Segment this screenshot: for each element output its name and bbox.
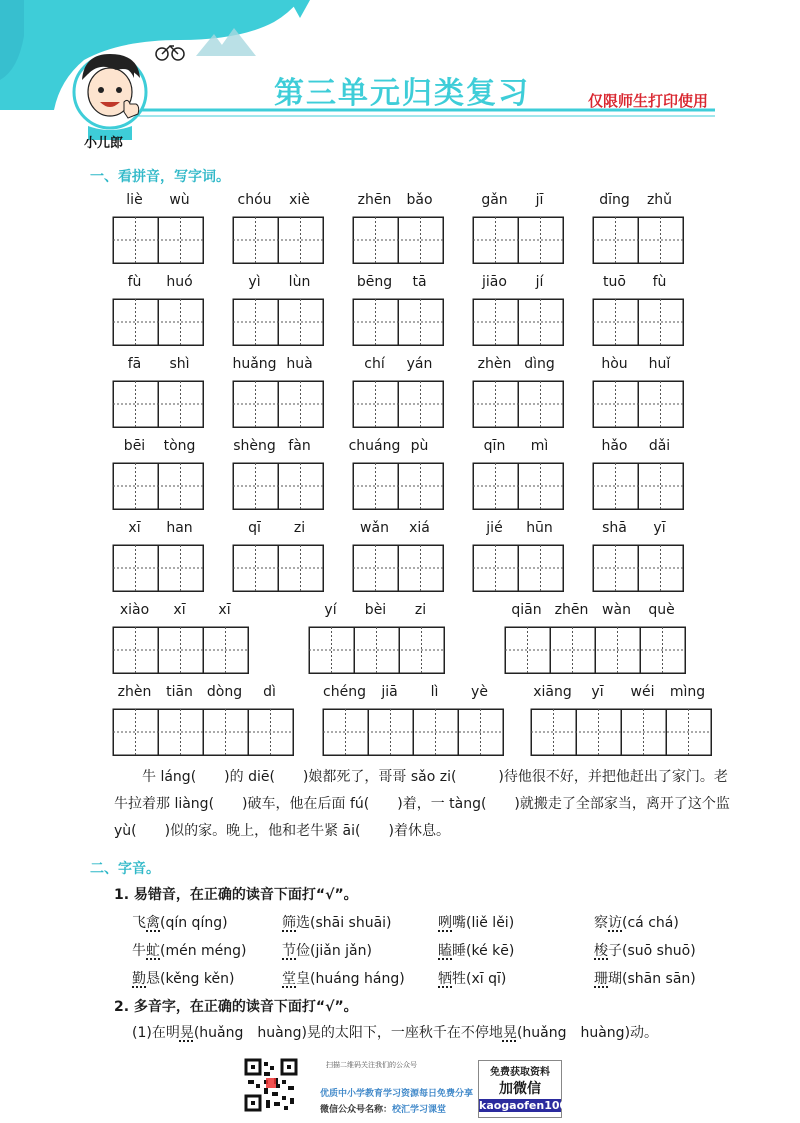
writing-grid[interactable] <box>232 216 324 264</box>
pinyin-blank-prompt: diē <box>248 769 270 785</box>
question1-title: 1. 易错音，在正确的读音下面打“√”。 <box>114 887 358 903</box>
pinyin-syllable: hǎo <box>601 438 628 454</box>
pinyin-syllable: xī <box>128 520 141 536</box>
writing-grid[interactable] <box>504 626 686 674</box>
pinyin-syllable: shèng <box>233 438 276 454</box>
pinyin-syllable: zi <box>293 520 306 536</box>
pinyin-syllable: shì <box>169 356 190 372</box>
marked-character: 咧 <box>438 915 452 931</box>
writing-grid[interactable] <box>232 544 324 592</box>
pinyin-syllable: lùn <box>288 274 311 290</box>
item-text: 恳 <box>146 971 160 987</box>
marked-character: 访 <box>608 915 622 931</box>
item-text: (kěng kěn) <box>160 971 235 987</box>
pinyin-syllable: hūn <box>526 520 553 536</box>
item-text: (ké kē) <box>466 943 515 959</box>
pinyin-syllable: chí <box>364 356 385 372</box>
question2-title: 2. 多音字，在正确的读音下面打“√”。 <box>114 999 358 1015</box>
item-text: 睡 <box>452 943 466 959</box>
pinyin-syllable: wù <box>169 192 190 208</box>
footer-scan-text: 扫描二维码关注我们的公众号 <box>326 1061 417 1069</box>
pinyin-syllable: mìng <box>669 684 706 700</box>
item-text: 牲 <box>452 971 466 987</box>
footer-account-name: 校汇学习课堂 <box>392 1105 447 1115</box>
writing-grid[interactable] <box>592 298 684 346</box>
item-text: (xī qī) <box>466 971 507 987</box>
pinyin-syllable: yì <box>248 274 261 290</box>
pinyin-syllable: chóu <box>237 192 272 208</box>
pronunciation-item[interactable] <box>438 940 514 960</box>
marked-character: 筛 <box>282 915 296 931</box>
writing-grid[interactable] <box>530 708 712 756</box>
writing-grid[interactable] <box>232 380 324 428</box>
pinyin-blank-prompt: fú <box>349 796 364 812</box>
pinyin-syllable: fā <box>127 356 142 372</box>
pinyin-syllable: dīng <box>599 192 630 208</box>
marked-character: 珊 <box>594 971 608 987</box>
pinyin-syllable: qī <box>248 520 261 536</box>
pinyin-syllable: mì <box>530 438 549 454</box>
marked-character: 节 <box>282 943 296 959</box>
pinyin-syllable: yán <box>406 356 433 372</box>
pinyin-syllable: yí <box>324 602 337 618</box>
pinyin-syllable: dìng <box>524 356 555 372</box>
pinyin-syllable: bǎo <box>406 192 433 208</box>
sentence-text: (1)在明 <box>132 1025 180 1041</box>
wechat-promo-box[interactable] <box>478 1060 568 1118</box>
section1-heading: 一、看拼音，写字词。 <box>90 169 230 185</box>
pronunciation-item[interactable] <box>282 968 405 988</box>
writing-grid[interactable] <box>592 544 684 592</box>
pinyin-syllable: jí <box>535 274 544 290</box>
pinyin-syllable: jiāo <box>482 274 507 290</box>
pinyin-syllable: huǐ <box>648 356 671 372</box>
mascot-boy-icon <box>74 54 146 140</box>
pronunciation-item[interactable] <box>282 912 392 932</box>
writing-grid[interactable] <box>352 380 444 428</box>
writing-grid[interactable] <box>308 626 445 674</box>
pinyin-syllable: zhèn <box>477 356 512 372</box>
pinyin-syllable: dǎi <box>648 438 671 454</box>
sentence-text: (huǎng huàng)晃的太阳下，一座秋千在不停地 <box>193 1025 503 1041</box>
pinyin-syllable: dòng <box>206 684 243 700</box>
sentence-text: (huǎng huàng)动。 <box>516 1025 659 1041</box>
item-text: 俭 <box>296 943 310 959</box>
pinyin-syllable: fù <box>127 274 142 290</box>
item-text: 牛 <box>132 943 146 959</box>
writing-grid[interactable] <box>352 544 444 592</box>
pinyin-syllable: huà <box>286 356 313 372</box>
pinyin-blank-prompt: liàng <box>174 796 209 812</box>
pinyin-syllable: chéng <box>323 684 366 700</box>
pinyin-syllable: xī <box>218 602 231 618</box>
pronunciation-item[interactable] <box>132 968 234 988</box>
pinyin-syllable: chuáng <box>348 438 401 454</box>
writing-grid[interactable] <box>472 462 564 510</box>
writing-grid[interactable] <box>112 708 294 756</box>
paragraph-text: ( )就搬走了全部家当，离开了这个监 <box>480 796 730 812</box>
item-text: 子 <box>608 943 622 959</box>
item-text: 瑚 <box>608 971 622 987</box>
paragraph-text: ( )的 <box>190 769 249 785</box>
polyphone-sentence <box>132 1022 658 1042</box>
pinyin-blank-prompt: sǎo zi <box>410 769 451 785</box>
pinyin-syllable: wǎn <box>360 520 389 536</box>
pinyin-syllable: zhǔ <box>646 192 673 208</box>
writing-grid[interactable] <box>112 216 204 264</box>
item-text: (huáng háng) <box>310 971 405 987</box>
pinyin-syllable: dì <box>263 684 276 700</box>
writing-grid[interactable] <box>232 462 324 510</box>
item-text: (shāi shuāi) <box>310 915 392 931</box>
paragraph-text: ( )着，一 <box>363 796 450 812</box>
writing-grid[interactable] <box>232 298 324 346</box>
pinyin-syllable: jī <box>535 192 544 208</box>
pronunciation-item[interactable] <box>594 940 696 960</box>
marked-character: 梭 <box>594 943 608 959</box>
pinyin-blank-prompt: tàng <box>449 796 481 812</box>
brand-label: 小儿郎 <box>84 136 124 151</box>
writing-grid[interactable] <box>472 216 564 264</box>
pinyin-syllable: huó <box>166 274 193 290</box>
paragraph-text: ( )着休息。 <box>355 823 450 839</box>
marked-character: 禽 <box>146 915 160 931</box>
writing-grid[interactable] <box>112 462 204 510</box>
pinyin-syllable: zhēn <box>357 192 392 208</box>
item-text: (jiǎn jǎn) <box>310 943 372 959</box>
pinyin-syllable: xī <box>173 602 186 618</box>
promo-line1: 免费获取资料 <box>490 1067 550 1078</box>
pinyin-syllable: fàn <box>288 438 311 454</box>
marked-character: 晃 <box>179 1025 194 1041</box>
pinyin-blank-prompt: āi <box>342 823 356 839</box>
paragraph-text: ( )待他很不好，并把他赶出了家门。老牛拉着那 <box>114 769 728 812</box>
pinyin-syllable: gǎn <box>481 192 508 208</box>
writing-grid[interactable] <box>322 708 504 756</box>
pronunciation-item[interactable] <box>594 912 679 932</box>
pinyin-syllable: zhēn <box>554 602 589 618</box>
pinyin-syllable: liè <box>126 192 143 208</box>
promo-wechat-id: kaogaofen100 <box>479 1099 568 1112</box>
pinyin-syllable: fù <box>652 274 667 290</box>
qr-code-icon[interactable] <box>244 1058 298 1112</box>
marked-character: 晃 <box>502 1025 517 1041</box>
writing-grid[interactable] <box>472 298 564 346</box>
pinyin-syllable: tiān <box>166 684 193 700</box>
item-text: 嘴 <box>452 915 466 931</box>
pinyin-syllable: xiào <box>119 602 150 618</box>
writing-grid[interactable] <box>352 298 444 346</box>
marked-character: 牺 <box>438 971 452 987</box>
item-text: (qín qíng) <box>160 915 228 931</box>
pronunciation-item[interactable] <box>438 968 506 988</box>
pinyin-syllable: tuō <box>603 274 626 290</box>
pinyin-syllable: xiá <box>409 520 430 536</box>
pinyin-syllable: bèi <box>364 602 387 618</box>
writing-grid[interactable] <box>472 544 564 592</box>
pinyin-syllable: què <box>648 602 675 618</box>
paragraph-text: ( )娘都死了，哥哥 <box>269 769 411 785</box>
pinyin-syllable: xiāng <box>533 684 572 700</box>
item-text: (cá chá) <box>622 915 679 931</box>
marked-character: 瞌 <box>438 943 452 959</box>
pinyin-syllable: zi <box>414 602 427 618</box>
item-text: 飞 <box>132 915 146 931</box>
pinyin-syllable: yī <box>591 684 604 700</box>
section2-heading: 二、字音。 <box>90 861 160 877</box>
pronunciation-item[interactable] <box>438 912 514 932</box>
item-text: (mén méng) <box>160 943 247 959</box>
promo-line2: 加微信 <box>499 1081 541 1097</box>
writing-grid[interactable] <box>592 216 684 264</box>
paragraph-text: ( )似的家。晚上，他和老牛紧 <box>131 823 343 839</box>
pinyin-syllable: qiān <box>511 602 542 618</box>
item-text: (shān sān) <box>622 971 696 987</box>
item-text: (liě lěi) <box>466 915 515 931</box>
pinyin-syllable: huǎng <box>232 356 277 372</box>
writing-grid[interactable] <box>592 380 684 428</box>
writing-grid[interactable] <box>112 544 204 592</box>
pinyin-syllable: wéi <box>630 684 655 700</box>
pronunciation-item[interactable] <box>594 968 696 988</box>
pinyin-syllable: yè <box>471 684 488 700</box>
footer-account-label: 微信公众号名称： <box>320 1105 393 1115</box>
pinyin-syllable: lì <box>430 684 439 700</box>
marked-character: 虻 <box>146 943 160 959</box>
page-title: 第三单元归类复习 <box>274 76 530 111</box>
pinyin-syllable: shā <box>602 520 627 536</box>
story-paragraph <box>114 764 734 845</box>
item-text: (suō shuō) <box>622 943 696 959</box>
pinyin-syllable: jiā <box>381 684 398 700</box>
pinyin-syllable: hòu <box>601 356 628 372</box>
pinyin-syllable: jié <box>486 520 503 536</box>
pinyin-syllable: pù <box>410 438 429 454</box>
paragraph-text: 牛 <box>142 769 161 785</box>
pinyin-syllable: tā <box>412 274 427 290</box>
pinyin-syllable: han <box>166 520 193 536</box>
pinyin-syllable: wàn <box>602 602 631 618</box>
paragraph-text: ( )破车，他在后面 <box>208 796 350 812</box>
pinyin-syllable: xiè <box>289 192 310 208</box>
pinyin-syllable: yī <box>653 520 666 536</box>
footer-account <box>320 1102 446 1115</box>
pinyin-syllable: tòng <box>163 438 196 454</box>
writing-grid[interactable] <box>352 462 444 510</box>
pronunciation-item[interactable] <box>282 940 372 960</box>
writing-grid[interactable] <box>112 298 204 346</box>
writing-grid[interactable] <box>592 462 684 510</box>
item-text: 皇 <box>296 971 310 987</box>
pronunciation-item[interactable] <box>132 940 247 960</box>
pinyin-blank-prompt: yù <box>114 823 132 839</box>
marked-character: 勤 <box>132 971 146 987</box>
pinyin-syllable: bēng <box>356 274 393 290</box>
pinyin-syllable: qīn <box>483 438 506 454</box>
writing-grid[interactable] <box>352 216 444 264</box>
writing-grid[interactable] <box>112 380 204 428</box>
pinyin-syllable: zhèn <box>117 684 152 700</box>
pinyin-syllable: bēi <box>123 438 146 454</box>
writing-grid[interactable] <box>472 380 564 428</box>
restriction-label: 仅限师生打印使用 <box>588 92 709 110</box>
marked-character: 堂 <box>282 971 296 987</box>
item-text: 选 <box>296 915 310 931</box>
footer-slogan: 优质中小学教育学习资源每日免费分享 <box>320 1089 474 1099</box>
pronunciation-item[interactable] <box>132 912 228 932</box>
writing-grid[interactable] <box>112 626 249 674</box>
pinyin-blank-prompt: láng <box>160 769 191 785</box>
item-text: 察 <box>594 915 608 931</box>
